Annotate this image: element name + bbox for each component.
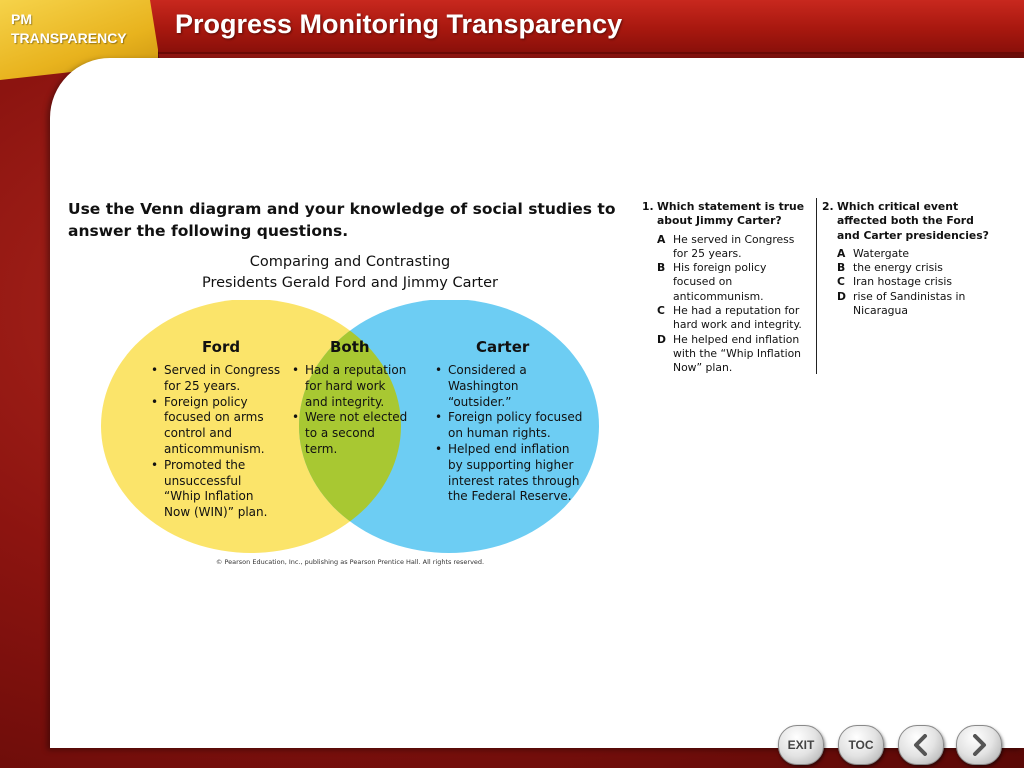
pm-transparency-label	[11, 10, 127, 48]
tab-line-1: PM	[11, 11, 32, 27]
option-text: He served in Congress for 25 years.	[673, 232, 795, 260]
option-text: His foreign policy focused on anticommunism.	[673, 261, 767, 303]
venn-title-line-1: Comparing and Contrasting	[249, 254, 451, 270]
venn-diagram-title	[150, 252, 550, 294]
exit-button[interactable]	[778, 725, 824, 765]
question-divider	[816, 198, 817, 374]
option-letter: A	[657, 232, 666, 246]
option-letter: A	[837, 246, 846, 260]
question-1	[642, 200, 812, 376]
toc-button-label: TOC	[848, 738, 874, 752]
previous-button[interactable]	[898, 725, 944, 765]
option-letter: D	[657, 332, 666, 346]
list-item: • Helped end inflation by supporting higher interest rates through the Federal Reserve.	[435, 442, 585, 505]
exit-button-label: EXIT	[787, 738, 815, 752]
copyright-notice: © Pearson Education, Inc., publishing as Pearson Prentice Hall. All rights reserved.	[215, 558, 485, 566]
option-letter: C	[837, 275, 845, 289]
question-text: Which critical event affected both the Ford and Carter presidencies?	[837, 200, 989, 242]
answer-option[interactable]	[642, 304, 812, 333]
list-item: • Foreign policy focused on human rights.	[435, 410, 585, 442]
list-item: • Had a reputation for hard work and integrity.	[292, 363, 410, 410]
question-2	[822, 200, 994, 318]
question-number: 1.	[642, 200, 654, 213]
instructions-text: Use the Venn diagram and your knowledge of social studies to answer the following questions.	[68, 200, 616, 240]
ford-heading: Ford	[202, 338, 241, 356]
answer-option[interactable]	[642, 233, 812, 262]
venn-title-line-2: Presidents Gerald Ford and Jimmy Carter	[201, 275, 499, 291]
option-letter: B	[657, 261, 666, 275]
carter-list	[435, 363, 585, 505]
option-text: He helped end inflation with the “Whip Inflation Now” plan.	[673, 332, 802, 375]
answer-option[interactable]	[822, 247, 994, 261]
answer-option[interactable]	[642, 333, 812, 376]
list-item: • Served in Congress for 25 years.	[151, 363, 281, 395]
option-text: Iran hostage crisis	[853, 275, 952, 289]
option-text: the energy crisis	[853, 261, 943, 275]
page-title: Progress Monitoring Transparency	[175, 9, 623, 39]
question-text: Which statement is true about Jimmy Carter?	[657, 200, 805, 228]
chevron-right-icon	[969, 734, 989, 756]
list-item: • Were not elected to a second term.	[292, 410, 410, 457]
both-list	[292, 363, 410, 458]
ford-list	[151, 363, 281, 521]
answer-option[interactable]	[822, 290, 994, 319]
chevron-left-icon	[911, 734, 931, 756]
answer-option[interactable]	[822, 261, 994, 275]
carter-heading: Carter	[476, 338, 530, 356]
both-heading: Both	[330, 338, 370, 356]
answer-option[interactable]	[642, 261, 812, 304]
list-item: • Foreign policy focused on arms control and anticommunism.	[151, 395, 281, 458]
option-text: rise of Sandinistas in Nicaragua	[853, 289, 966, 318]
next-button[interactable]	[956, 725, 1002, 765]
list-item: • Promoted the unsuccessful “Whip Inflation Now (WIN)” plan.	[151, 458, 281, 521]
answer-option[interactable]	[822, 275, 994, 289]
option-text: He had a reputation for hard work and integrity.	[673, 304, 802, 332]
option-letter: C	[657, 304, 665, 318]
question-number: 2.	[822, 200, 834, 213]
option-text: Watergate	[853, 246, 910, 260]
toc-button[interactable]	[838, 725, 884, 765]
option-letter: B	[837, 261, 846, 275]
list-item: • Considered a Washington “outsider.”	[435, 363, 585, 410]
tab-line-2: TRANSPARENCY	[11, 30, 127, 46]
option-letter: D	[837, 289, 846, 303]
